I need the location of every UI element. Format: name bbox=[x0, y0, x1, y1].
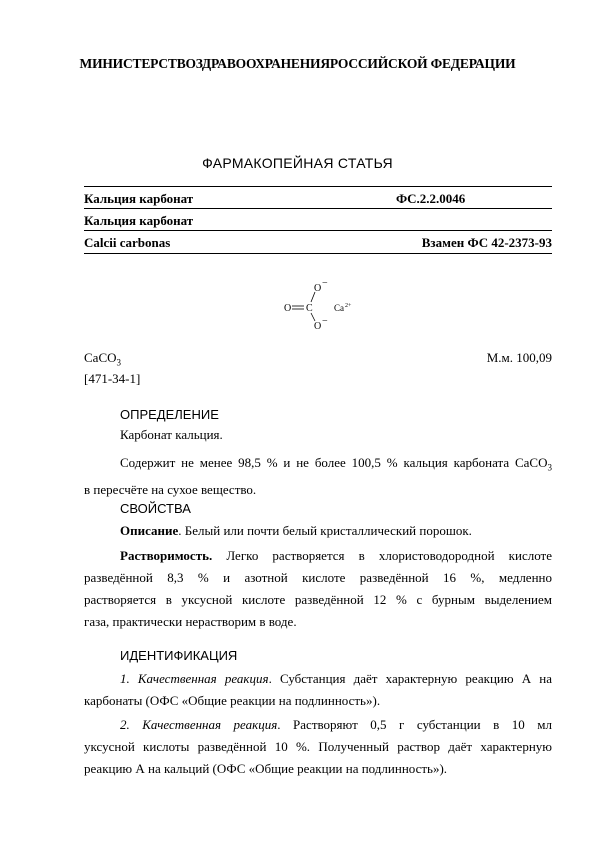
atom-o-top: O bbox=[314, 283, 322, 294]
atom-o-bottom: O bbox=[314, 321, 322, 332]
structure-svg bbox=[270, 275, 370, 335]
article-title: ФАРМАКОПЕЙНАЯ СТАТЬЯ bbox=[202, 155, 393, 171]
molecular-formula-sub: 3 bbox=[116, 357, 121, 368]
solubility-line-1: Растворимость. Легко растворяется в хлористоводородной кислоте bbox=[120, 548, 552, 563]
id1-line-2: карбонаты (ОФС «Общие реакции на подлинность»). bbox=[84, 693, 381, 708]
content-paragraph bbox=[84, 452, 552, 501]
single-bond-bottom bbox=[311, 313, 315, 321]
identification-2 bbox=[84, 714, 552, 780]
atom-c: C bbox=[306, 303, 313, 314]
charge-bottom: − bbox=[322, 316, 328, 327]
properties-heading: СВОЙСТВА bbox=[120, 501, 191, 516]
molecular-formula-block bbox=[84, 350, 140, 387]
id1-line-1: 1. Качественная реакция. Субстанция даёт характерную реакцию А на bbox=[120, 671, 552, 686]
id2-line-3: реакцию А на кальций (ОФС «Общие реакции на подлинность»). bbox=[84, 761, 448, 776]
molecular-weight: М.м. 100,09 bbox=[486, 350, 552, 365]
calcium-ion: Ca bbox=[334, 303, 344, 313]
divider-4 bbox=[84, 253, 552, 254]
monograph-name-lat: Calcii carbonas bbox=[84, 235, 171, 250]
id2-label: 2. Качественная реакция bbox=[120, 717, 278, 732]
identification-1 bbox=[84, 668, 552, 712]
monograph-name-ru: Кальция карбонат bbox=[84, 191, 194, 206]
content-line-1: Содержит не менее 98,5 % и не более 100,5 % кальция карбоната CaCO$_3$ bbox=[120, 455, 552, 473]
solubility-paragraph bbox=[84, 545, 552, 633]
id1-label: 1. Качественная реакция bbox=[120, 671, 269, 686]
divider-3 bbox=[84, 230, 552, 231]
id2-line-1: 2. Качественная реакция. Растворяют 0,5 г субстанции в 10 мл bbox=[120, 717, 553, 732]
solubility-line-2: разведённой 8,3 % и азотной кислоте разведённой 16 %, медленно bbox=[84, 570, 552, 585]
charge-top: − bbox=[322, 278, 328, 289]
molecular-formula: CaCO bbox=[84, 350, 117, 365]
cas-number: [471-34-1] bbox=[84, 370, 141, 386]
description-label: Описание bbox=[120, 523, 179, 538]
id2-line-2: уксусной кислоты разведённой 10 %. Полученный раствор даёт характерную bbox=[84, 739, 552, 754]
definition-text: Карбонат кальция. bbox=[120, 427, 223, 442]
structural-formula bbox=[270, 275, 370, 335]
divider-2 bbox=[84, 208, 552, 209]
identification-heading: ИДЕНТИФИКАЦИЯ bbox=[120, 648, 238, 663]
divider-top bbox=[84, 186, 552, 187]
monograph-name-ru-2: Кальция карбонат bbox=[84, 213, 194, 228]
ministry-header: МИНИСТЕРСТВОЗДРАВООХРАНЕНИЯРОССИЙСКОЙ ФЕДЕРАЦИИ bbox=[79, 56, 516, 71]
atom-o-left: O bbox=[284, 303, 292, 314]
description-paragraph bbox=[120, 520, 552, 542]
solubility-line-3: растворяется в уксусной кислоте разведённой 12 % с бурным выделением bbox=[84, 592, 552, 607]
calcium-charge: 2+ bbox=[345, 303, 352, 309]
content-line-2: в пересчёте на сухое вещество. bbox=[84, 481, 257, 497]
monograph-code: ФС.2.2.0046 bbox=[396, 191, 466, 206]
solubility-label: Растворимость. bbox=[120, 548, 213, 563]
definition-heading: ОПРЕДЕЛЕНИЕ bbox=[120, 407, 219, 422]
replaces-note: Взамен ФС 42-2373-93 bbox=[421, 235, 552, 250]
description-text: . Белый или почти белый кристаллический порошок. bbox=[178, 523, 472, 538]
solubility-line-4: газа, практически нерастворим в воде. bbox=[84, 614, 297, 629]
